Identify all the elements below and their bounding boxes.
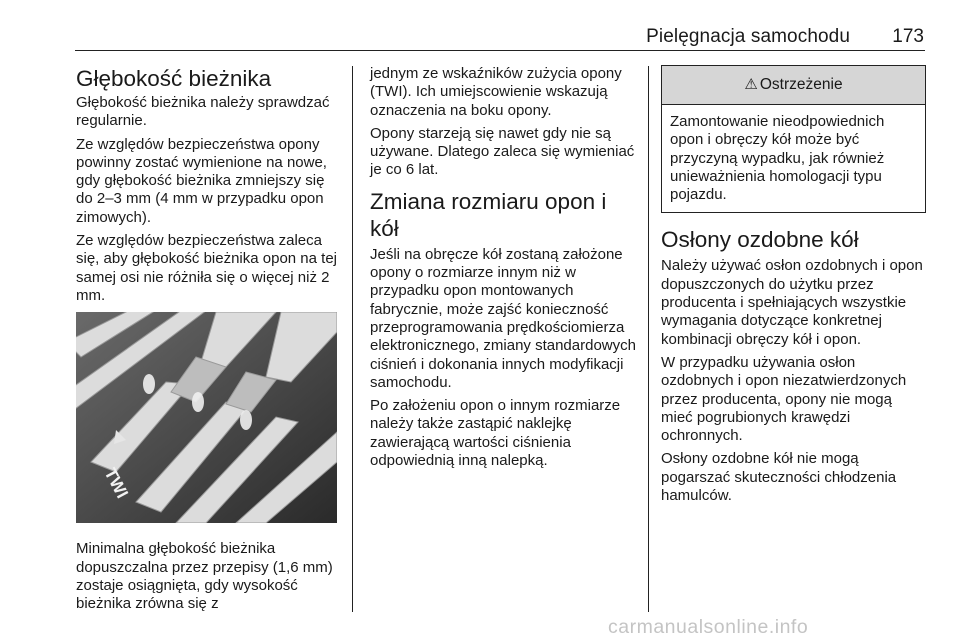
section-heading-wheel-covers: Osłony ozdobne kół (661, 227, 859, 253)
paragraph: Osłony ozdobne kół nie mogą pogarszać skuteczności chłodzenia hamulców. (661, 450, 897, 505)
section-heading-tyre-size-change: Zmiana rozmiaru opon i kół (370, 188, 607, 241)
paragraph: Ze względów bezpieczeństwa zaleca się, aby głębokość bieżnika opon na tej samej osi nie różniła się o więcej niż 2 mm. (76, 232, 338, 304)
header-rule (75, 50, 925, 51)
paragraph: Głębokość bieżnika należy sprawdzać regularnie. (76, 94, 330, 130)
warning-body: Zamontowanie nieodpowiednich opon i obręczy kół może być przyczyną wypadku, jak również unieważnienia homologacji typu pojazdu. (670, 113, 885, 204)
column-2 (370, 65, 638, 475)
paragraph: Jeśli na obręcze kół zostaną założone opony o rozmiarze innym niż w przypadku opon montowanych fabrycznie, może zajść konieczność przeprogramowania prędkościomierza elektronicznego, zmiany standardowych ciśnień i dokonania innych modyfikacji samochodu. (370, 245, 636, 391)
column-divider-left (352, 66, 353, 612)
warning-triangle-icon: ⚠ (744, 75, 758, 93)
paragraph: Po założeniu opon o innym rozmiarze należy także zastąpić naklejkę zawierającą wartości ciśnienia odpowiednią inną nalepką. (370, 397, 621, 470)
warning-title: Ostrzeżenie (759, 75, 843, 93)
paragraph: W przypadku używania osłon ozdobnych i opon niezatwierdzonych przez producenta, opony nie mogą mieć pogrubionych krawędzi ochronnych. (661, 353, 907, 445)
running-header-title: Pielęgnacja samochodu (646, 26, 850, 47)
tire-tread-illustration (76, 312, 337, 523)
paragraph: Ze względów bezpieczeństwa opony powinny zostać wymienione na nowe, gdy głębokość bieżnika zmniejszy się do 2–3 mm (4 mm w przypadku opon zimowych). (76, 135, 327, 226)
column-3 (661, 65, 926, 510)
watermark: carmanualsonline.info (608, 616, 809, 638)
twi-label: TWI (100, 465, 132, 502)
column-divider-right (648, 66, 649, 612)
warning-box (661, 65, 926, 213)
paragraph: Należy używać osłon ozdobnych i opon dopuszczonych do użytku przez producenta i spełniających wszystkie wymagania dotyczące konkretnej kombinacji obręczy kół i opon. (661, 257, 923, 348)
warning-header (662, 66, 925, 105)
section-heading-tread-depth: Głębokość bieżnika (76, 66, 272, 91)
paragraph: jednym ze wskaźników zużycia opony (TWI). Ich umiejscowienie wskazują oznaczenia na boku opony. (370, 65, 622, 119)
image-caption: Minimalna głębokość bieżnika dopuszczalna przez przepisy (1,6 mm) zostaje osiągnięta, gdy wysokość bieżnika zrówna się z (76, 540, 333, 613)
paragraph: Opony starzeją się nawet gdy nie są używane. Dlatego zaleca się wymieniać je co 6 lat. (370, 124, 635, 179)
column-1 (76, 65, 342, 618)
page-number: 173 (892, 26, 924, 47)
